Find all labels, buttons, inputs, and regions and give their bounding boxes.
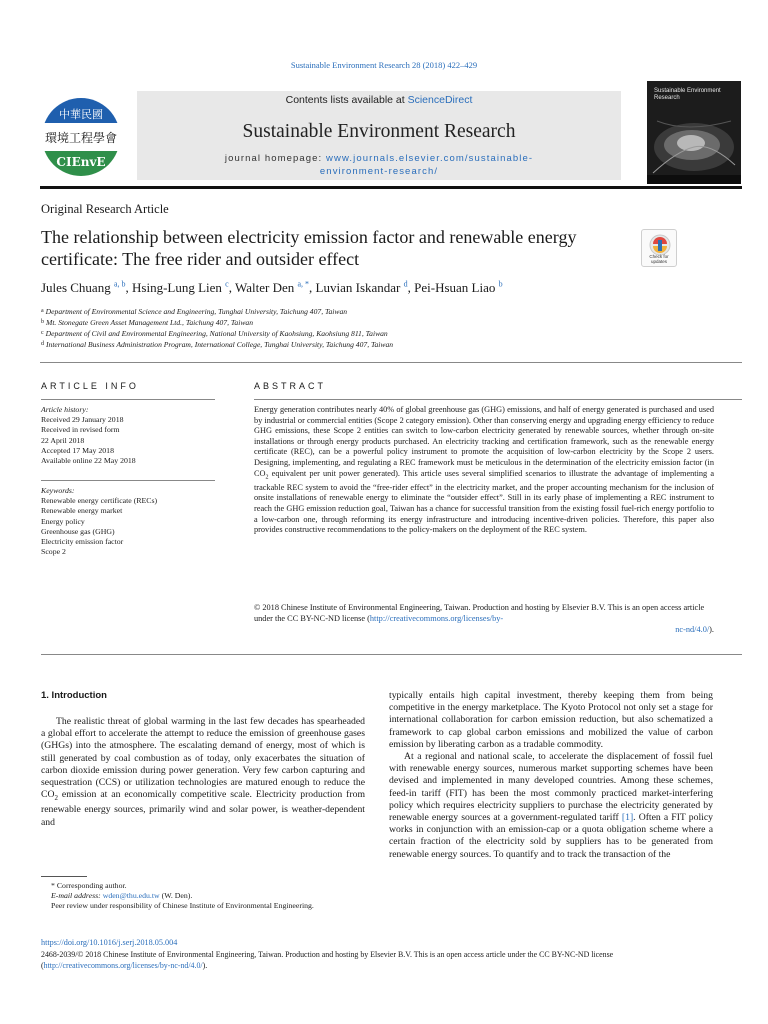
article-info-rule	[41, 480, 215, 481]
check-for-updates-badge[interactable]	[641, 229, 677, 267]
author-name[interactable]: Pei-Hsuan Liao	[414, 280, 496, 296]
author-name[interactable]: Hsing-Lung Lien	[132, 280, 222, 296]
article-info-heading: ARTICLE INFO	[41, 381, 139, 391]
contents-prefix: Contents lists available at	[285, 94, 408, 106]
homepage-link-part1[interactable]: www.journals.elsevier.com/sustainable-	[326, 153, 534, 164]
footnote-email	[41, 891, 365, 901]
abstract-copyright	[254, 602, 714, 635]
body-column-left	[41, 716, 365, 829]
abstract-bottom-rule	[41, 654, 742, 655]
author-separator: ,	[309, 280, 316, 296]
author-affiliation-marks[interactable]: b	[498, 280, 503, 289]
article-history-label: Article history:	[41, 405, 89, 414]
contents-line	[137, 94, 621, 106]
article-info-rule	[41, 399, 215, 400]
affiliation-mark: d	[41, 341, 44, 347]
author-affiliation-marks[interactable]: d	[403, 280, 408, 289]
affiliation-text: Department of Civil and Environmental Engineering, National University of Kaohsiung, Kaohsiung 811, Taiwan	[45, 329, 388, 338]
affiliation-text: Department of Environmental Science and Engineering, Tunghai University, Taichung 407, Taiwan	[45, 307, 348, 316]
paragraph-text: At a regional and national scale, to accelerate the displacement of fossil fuel with renewable energy sources, numerous market supporting schemes have been devised and implemented in many developed countries. Among these schemes, feed-in tariff (FIT) has been the most commonly practiced market-interfering policy which requires electricity suppliers to purchase the electricity generated by renewable energy sources at a government-regulated tariff	[389, 751, 713, 824]
author-separator: ,	[125, 280, 133, 296]
abstract-text-part: equivalent per unit power generated). This article uses several simplified scenarios to illustrate the advantage of implementing a trackable REC system to avoid the “free-rider effect” in the electricity market, and the proper accounting mechanism for the inclusion of onsite installations of renewable energy to eliminate the “outsider effect”. Still in its early phase of implementing a REC instrument to reach the GHG emission reduction goal, Taiwan has a chance for successful transition from the existing fossil fuel-rich energy portfolio to a low-carbon one, through reforming its energy infrastructure and introducing incentive-driven policies. Therefore, this paper also provides constructive recommendations to the policy-makers on the deployment of the REC system.	[254, 468, 714, 535]
footnote-rule	[41, 876, 87, 877]
author-affiliation-marks[interactable]: c	[225, 280, 229, 289]
abstract-heading: ABSTRACT	[254, 381, 327, 391]
history-item: Available online 22 May 2018	[41, 456, 136, 466]
sciencedirect-link[interactable]: ScienceDirect	[407, 94, 473, 106]
history-item: 22 April 2018	[41, 435, 85, 445]
author-item	[41, 280, 132, 295]
history-item: Accepted 17 May 2018	[41, 445, 114, 455]
author-item	[414, 280, 502, 295]
section-divider	[40, 362, 742, 363]
body-paragraph	[41, 716, 365, 829]
homepage-link-part2[interactable]: environment-research/	[319, 166, 439, 177]
history-item: Received 29 January 2018	[41, 415, 124, 425]
author-affiliation-marks[interactable]: a, *	[297, 280, 310, 289]
keywords-label: Keywords:	[41, 486, 75, 495]
affiliation-text: Mt. Stonegate Green Asset Management Ltd., Taichung 407, Taiwan	[46, 318, 253, 327]
article-title: The relationship between electricity emission factor and renewable energy certificate: The free rider and outsider effect	[41, 227, 577, 269]
author-name[interactable]: Luvian Iskandar	[315, 280, 401, 296]
paragraph-text: The realistic threat of global warming in the last few decades has spearheaded a global effort to accelerate the attempt to reduce the emission of greenhouse gases (GHGs) into the atmosphere. The escalating demand of energy, most of which is still generated by coal combustion as of today, only exacerbates the situation of carbon dioxide emission during power generation. Very few carbon capturing and sequestration (CCS) or utilization technologies are matured enough to reduce the CO	[41, 716, 365, 801]
doi-link[interactable]: https://doi.org/10.1016/j.serj.2018.05.004	[41, 938, 178, 947]
author-name[interactable]: Walter Den	[235, 280, 295, 296]
journal-citation[interactable]: Sustainable Environment Research 28 (2018) 422–429	[290, 60, 478, 70]
paragraph-text: emission at an economically competitive scale. Electricity production from renewable energy sources, primarily wind and solar power, is weather-dependent and	[41, 789, 365, 828]
footnotes	[41, 881, 365, 911]
author-item	[235, 280, 316, 295]
homepage-prefix: journal homepage:	[224, 153, 327, 164]
cover-title: Sustainable Environment Research	[654, 88, 721, 101]
keyword-item: Greenhouse gas (GHG)	[41, 526, 115, 536]
keyword-item: Electricity emission factor	[41, 537, 124, 547]
author-affiliation-marks[interactable]: a, b	[113, 280, 126, 289]
affiliation-item	[41, 328, 393, 339]
keyword-list	[41, 486, 157, 557]
email-suffix: (W. Den).	[159, 891, 193, 900]
section-heading-introduction: 1. Introduction	[41, 690, 107, 701]
author-name[interactable]: Jules Chuang	[41, 280, 111, 296]
keyword-item: Energy policy	[41, 516, 85, 526]
journal-title: Sustainable Environment Research	[242, 121, 516, 142]
journal-cover-image[interactable]	[647, 81, 741, 184]
license-link[interactable]: http://creativecommons.org/licenses/by-nc-nd/4.0/	[43, 961, 203, 970]
affiliation-list	[41, 306, 393, 350]
history-item: Received in revised form	[41, 425, 120, 435]
keyword-item: Renewable energy market	[41, 506, 123, 516]
keyword-item: Renewable energy certificate (RECs)	[41, 496, 158, 506]
logo-bottom-text: CIEnvE	[56, 155, 106, 169]
affiliation-text: International Business Administration Program, International College, Tunghai University, Taichung 407, Taiwan	[46, 340, 394, 349]
affiliation-item	[41, 339, 393, 350]
license-link[interactable]: nc-nd/4.0/	[675, 625, 710, 634]
affiliation-item	[41, 317, 393, 328]
affiliation-item	[41, 306, 393, 317]
issn-suffix: ).	[202, 961, 208, 970]
abstract-text-part: Energy generation contributes nearly 40% of global greenhouse gas (GHG) emissions, and half of energy generated is purchased and used by industrial or commercial entities (Scope 2 category emission). Other than conserving energy and upgrading energy efficiency to reduce GHG emissions, these Scope 2 entities can switch to low-carbon electricity generated by renewable sources, whether through on-site installations or through energy products purchased. An electricity tracking and certification framework, such as the renewable energy certificate (REC), can be a powerful policy instrument to promote the acquisition of low-carbon electricity by the Scope 2 users. Designing, implementing, and regulating a REC framework must be meticulous in the determination of the electricity emission factor (in CO	[254, 405, 714, 478]
masthead-rule	[40, 186, 742, 189]
subscript: 2	[265, 474, 269, 481]
issn-license-line	[41, 949, 721, 971]
journal-homepage	[177, 152, 581, 178]
author-list	[41, 280, 503, 296]
keyword-item: Scope 2	[41, 547, 66, 557]
copyright-text: © 2018 Chinese Institute of Environmental Engineering, Taiwan. Production and hosting by Elsevier B.V. This is an open access article under the CC BY-NC-ND license (	[254, 603, 705, 623]
logo-middle-text: 環境工程學會	[44, 131, 118, 145]
journal-banner	[137, 91, 621, 180]
subscript: 2	[54, 794, 58, 803]
footnote-peer-review: Peer review under responsibility of Chinese Institute of Environmental Engineering.	[51, 901, 314, 910]
footnote-corresponding: * Corresponding author.	[51, 881, 127, 890]
email-label: E-mail address:	[51, 891, 103, 900]
affiliation-mark: c	[41, 330, 44, 336]
issn-text: 2468-2039/© 2018 Chinese Institute of Environmental Engineering, Taiwan. Production and hosting by Elsevier B.V. This is an open access article under the CC BY-NC-ND license (	[41, 950, 614, 970]
body-paragraph	[389, 751, 713, 861]
crossmark-label: Check for updates	[649, 254, 669, 264]
author-item	[132, 280, 235, 295]
article-type: Original Research Article	[41, 202, 169, 216]
abstract-rule	[254, 399, 742, 400]
author-item	[316, 280, 415, 295]
body-column-right	[389, 690, 713, 861]
affiliation-mark: a	[41, 308, 44, 314]
copyright-line-end	[254, 624, 714, 635]
affiliation-mark: b	[41, 319, 44, 325]
paragraph-text: . Often a FIT policy works in conjunction with an emission-cap or a quota obligation scheme where a certain fraction of the electricity sold by suppliers has to be generated from renewable energy sources. To quantify and to track the transaction of the	[389, 812, 713, 860]
copyright-suffix: ).	[709, 625, 714, 634]
license-link[interactable]: http://creativecommons.org/licenses/by-	[369, 614, 504, 623]
author-separator: ,	[228, 280, 235, 296]
logo-top-text: 中華民國	[59, 108, 103, 121]
society-logo	[40, 96, 122, 178]
article-history	[41, 405, 136, 466]
author-separator: ,	[407, 280, 415, 296]
abstract-text	[254, 405, 714, 536]
reference-link[interactable]: [1]	[621, 812, 634, 824]
body-paragraph: typically entails high capital investment, thereby keeping them from being competitive in the energy marketplace. The Kyoto Protocol not only set a stage for international collaboration for carbon emission reduction, but also schematized a framework to cap global carbon emissions and mobilized the value of carbon emission by liberating carbon as a tradable commodity.	[389, 690, 713, 750]
email-link[interactable]: wden@thu.edu.tw	[102, 891, 160, 900]
